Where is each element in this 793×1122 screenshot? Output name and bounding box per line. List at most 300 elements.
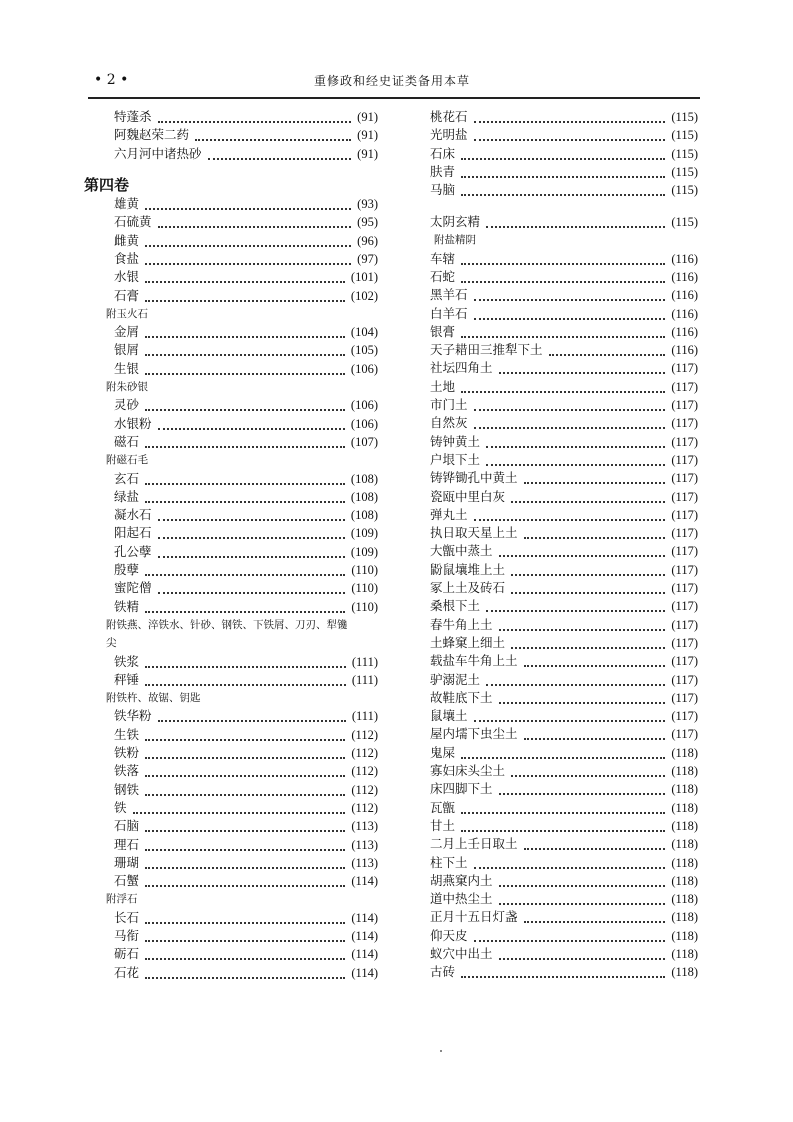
toc-entry-title: 仰天皮 [430, 927, 468, 943]
toc-entry [84, 195, 378, 213]
toc-entry-title: 桃花石 [430, 109, 468, 124]
toc-entry-page: (117) [671, 617, 698, 632]
toc-appendix-note: 附浮石 [106, 893, 138, 906]
dot-leader [145, 912, 345, 924]
toc-entry [84, 854, 378, 872]
toc-entry-title: 阿魏赵荣二药 [114, 127, 190, 143]
toc-entry [84, 726, 378, 744]
dot-leader [461, 326, 665, 338]
toc-entry [418, 305, 698, 323]
toc-entry-page: (108) [350, 508, 378, 523]
toc-entry [84, 268, 378, 286]
toc-entry [418, 250, 698, 268]
toc-entry-page: (111) [351, 654, 378, 669]
toc-entry-page: (91) [357, 110, 378, 124]
toc-entry-page: (118) [671, 910, 698, 925]
toc-entry-title: 土地 [430, 378, 456, 394]
dot-leader [461, 166, 665, 178]
dot-leader [158, 509, 345, 521]
dot-leader [486, 454, 665, 466]
toc-entry-title: 铁精 [114, 598, 140, 614]
toc-entry-page: (117) [671, 416, 698, 431]
dot-leader [461, 747, 665, 759]
toc-entry-title: 铁粉 [114, 745, 140, 760]
dot-leader [524, 472, 666, 484]
toc-entry-page: (118) [671, 873, 698, 888]
toc-entry-page: (108) [350, 489, 378, 504]
toc-entry [418, 634, 698, 652]
toc-entry [418, 323, 698, 341]
dot-leader [208, 148, 352, 160]
dot-leader [145, 839, 345, 851]
dot-leader [133, 802, 346, 814]
running-title: 重修政和经史证类备用本草 [314, 74, 471, 88]
toc-entry-title: 道中热尘土 [430, 891, 493, 907]
toc-entry [418, 817, 698, 835]
dot-leader [145, 363, 345, 375]
dot-leader [158, 527, 345, 539]
toc-entry-title: 理石 [114, 836, 140, 852]
toc-entry-page: (117) [671, 507, 698, 522]
toc-entry-title: 二月上壬日取土 [430, 836, 518, 852]
toc-entry-page: (110) [351, 581, 378, 596]
toc-entry-title: 长石 [114, 909, 140, 925]
toc-entry-page: (114) [351, 947, 378, 962]
toc-entry [418, 744, 698, 762]
toc-entry [418, 652, 698, 670]
toc-entry-page: (112) [351, 746, 378, 760]
toc-entry-title: 水银粉 [114, 415, 152, 431]
dot-leader [511, 765, 665, 777]
toc-entry-title: 金屑 [114, 324, 140, 340]
toc-entry [84, 762, 378, 780]
dot-leader [524, 655, 666, 667]
dot-leader [461, 184, 665, 196]
toc-entry-page: (108) [350, 471, 378, 486]
toc-entry-page: (104) [350, 325, 378, 340]
toc-entry [418, 524, 698, 542]
toc-entry [418, 163, 698, 181]
dot-leader [474, 289, 666, 301]
dot-leader [499, 545, 666, 557]
toc-entry-title: 蚁穴中出土 [430, 946, 493, 961]
toc-entry-title: 冢上土及砖石 [430, 580, 506, 595]
dot-leader [511, 637, 665, 649]
toc-entry [84, 126, 378, 144]
dot-leader [145, 290, 345, 302]
toc-entry [418, 181, 698, 199]
toc-entry-page: (115) [671, 146, 698, 161]
toc-entry-page: (93) [357, 197, 378, 211]
dot-leader [474, 930, 666, 942]
toc-entry-page: (109) [350, 526, 378, 541]
dot-leader [499, 783, 666, 795]
toc-entry-title: 白羊石 [430, 305, 468, 321]
toc-entry-title: 铁浆 [114, 653, 140, 669]
dot-leader [145, 473, 345, 485]
toc-entry-page: (117) [671, 727, 698, 742]
toc-entry [418, 671, 698, 689]
toc-entry-title: 光明盐 [430, 127, 468, 143]
toc-entry [84, 287, 378, 305]
toc-entry-page: (114) [351, 874, 378, 889]
dot-leader [461, 381, 665, 393]
dot-leader [145, 564, 345, 576]
volume-heading: 第四卷 [84, 176, 130, 194]
toc-entry-title: 瓷瓯中里白灰 [430, 488, 506, 504]
dot-leader [474, 509, 666, 521]
toc-entry [418, 433, 698, 451]
toc-entry-title: 黑羊石 [430, 287, 468, 303]
toc-entry [84, 232, 378, 250]
toc-entry [418, 126, 698, 144]
toc-entry [418, 286, 698, 304]
toc-appendix-note: 附玉火石 [106, 307, 148, 320]
dot-leader [461, 148, 665, 160]
toc-entry [418, 780, 698, 798]
dot-leader [499, 875, 666, 887]
toc-entry-title: 砺石 [114, 946, 140, 962]
dot-leader [499, 619, 666, 631]
toc-entry-title: 阳起石 [114, 525, 152, 541]
toc-entry [84, 927, 378, 945]
toc-entry [84, 945, 378, 963]
toc-entry-page: (118) [671, 892, 698, 907]
toc-entry-page: (117) [671, 544, 698, 559]
dot-leader [158, 418, 345, 430]
dot-leader [145, 235, 351, 247]
dot-leader [511, 582, 665, 594]
toc-entry [84, 543, 378, 561]
toc-entry [418, 835, 698, 853]
toc-entry-title: 执日取天星上土 [430, 525, 518, 541]
dot-leader [145, 436, 345, 448]
toc-entry-page: (115) [671, 164, 698, 179]
toc-entry-title: 生银 [114, 360, 140, 376]
dot-leader [486, 600, 665, 612]
toc-entry [418, 872, 698, 890]
toc-entry-page: (118) [671, 818, 698, 833]
dot-leader [461, 271, 665, 283]
toc-entry-title: 铸铧锄孔中黄土 [430, 470, 518, 486]
toc-entry [418, 762, 698, 780]
toc-entry-page: (114) [351, 965, 378, 980]
toc-appendix-note: 附磁石毛 [106, 454, 148, 467]
toc-entry [418, 506, 698, 524]
toc-entry-page: (117) [671, 489, 698, 504]
toc-entry [84, 250, 378, 268]
toc-entry-page: (113) [351, 837, 378, 852]
toc-entry-page: (117) [671, 562, 698, 577]
toc-entry [84, 213, 378, 231]
toc-entry [418, 890, 698, 908]
toc-entry-page: (117) [671, 599, 698, 614]
toc-entry-title: 鼢鼠壤堆上土 [430, 561, 506, 577]
toc-entry-title: 绿盐 [114, 488, 140, 504]
toc-entry [84, 470, 378, 488]
toc-entry [418, 488, 698, 506]
toc-entry-page: (116) [671, 251, 698, 266]
dot-leader [158, 546, 345, 558]
toc-entry [84, 360, 378, 378]
toc-entry-title: 车辖 [430, 250, 456, 266]
dot-leader [145, 271, 345, 283]
dot-leader [474, 111, 666, 123]
toc-entry-title: 鼠壤土 [430, 708, 468, 724]
toc-entry-title: 石花 [114, 964, 140, 980]
toc-entry [418, 341, 698, 359]
dot-leader [486, 216, 665, 228]
toc-entry [84, 909, 378, 927]
toc-entry [418, 579, 698, 597]
toc-entry-title: 石床 [430, 145, 456, 161]
dot-leader [145, 344, 345, 356]
toc-entry [418, 542, 698, 560]
toc-entry [418, 469, 698, 487]
toc-entry-page: (116) [671, 306, 698, 321]
toc-entry-page: (113) [351, 819, 378, 834]
toc-entry [418, 707, 698, 725]
toc-entry-title: 食盐 [114, 250, 140, 266]
toc-entry-title: 雄黄 [114, 196, 140, 211]
toc-entry [418, 725, 698, 743]
dot-leader [524, 838, 666, 850]
dot-leader [549, 344, 666, 356]
toc-appendix-note: 附铁燕、淬铁水、针砂、钢铁、下铁屑、刀刃、犁镵 [106, 618, 348, 631]
toc-entry-page: (118) [671, 764, 698, 778]
toc-entry-title: 肤青 [430, 163, 456, 179]
toc-entry-title: 故鞋底下土 [430, 689, 493, 705]
toc-entry-page: (118) [671, 928, 698, 943]
toc-entry [84, 836, 378, 854]
dot-leader [145, 930, 345, 942]
header-rule [88, 97, 700, 99]
toc-entry [418, 268, 698, 286]
toc-entry-page: (95) [357, 215, 378, 230]
toc-entry [84, 561, 378, 579]
toc-entry-title: 胡燕窠内土 [430, 872, 493, 888]
toc-entry-title: 桑根下土 [430, 598, 481, 614]
dot-leader [158, 582, 346, 594]
toc-entry-title: 石硫黄 [114, 214, 152, 230]
toc-entry-title: 弹丸土 [430, 506, 468, 522]
toc-entry-page: (118) [671, 837, 698, 852]
dot-leader [461, 966, 665, 978]
toc-entry-page: (102) [350, 288, 378, 303]
toc-entry [418, 359, 698, 377]
toc-entry [418, 414, 698, 432]
toc-entry-page: (106) [350, 361, 378, 376]
toc-entry-page: (116) [671, 324, 698, 339]
dot-leader [158, 111, 352, 123]
toc-entry-title: 马衔 [114, 928, 140, 943]
toc-entry-title: 特蓬杀 [114, 109, 152, 124]
toc-entry-title: 土蜂窠上细土 [430, 634, 506, 650]
toc-entry-page: (115) [671, 215, 698, 229]
toc-entry-page: (117) [671, 452, 698, 467]
dot-leader [145, 491, 345, 503]
toc-entry-page: (96) [357, 233, 378, 248]
toc-entry-title: 载盐车牛角上土 [430, 653, 518, 669]
toc-entry-title: 鬼屎 [430, 744, 456, 760]
toc-entry-title: 殷孽 [114, 562, 140, 577]
toc-entry [418, 908, 698, 926]
dot-leader [474, 857, 666, 869]
toc-entry-title: 石蟹 [114, 873, 140, 889]
toc-entry [418, 963, 698, 981]
toc-entry-title: 屋内壖下虫尘土 [430, 726, 518, 742]
toc-entry-page: (117) [671, 635, 698, 650]
dot-leader [499, 692, 666, 704]
dot-leader [461, 820, 665, 832]
toc-entry-page: (117) [671, 690, 698, 705]
toc-entry [418, 145, 698, 163]
dot-leader [486, 436, 665, 448]
dot-leader [474, 417, 666, 429]
toc-entry-title: 石蛇 [430, 268, 456, 284]
toc-entry-title: 市门土 [430, 397, 468, 412]
dot-leader [461, 802, 665, 814]
toc-entry-page: (118) [671, 947, 698, 961]
toc-entry [84, 341, 378, 359]
toc-entry-page: (112) [351, 782, 378, 797]
toc-entry-title: 春牛角上土 [430, 616, 493, 632]
toc-entry-title: 马脑 [430, 182, 456, 198]
toc-entry [418, 451, 698, 469]
toc-entry-title: 铁 [114, 799, 127, 815]
toc-entry-title: 驴溺泥土 [430, 671, 481, 687]
dot-leader [145, 875, 345, 887]
toc-entry-title: 大甑中蒸土 [430, 543, 493, 559]
toc-entry-page: (91) [357, 146, 378, 161]
toc-entry-page: (118) [671, 782, 698, 797]
toc-entry [84, 744, 378, 762]
toc-entry [418, 561, 698, 579]
toc-entry-page: (117) [671, 398, 698, 412]
toc-entry-page: (113) [351, 855, 378, 870]
toc-entry-page: (118) [671, 965, 698, 980]
toc-entry-page: (105) [350, 343, 378, 358]
toc-entry-title: 银屑 [114, 342, 140, 358]
toc-entry-page: (117) [671, 581, 698, 595]
toc-entry-title: 自然灰 [430, 415, 468, 431]
toc-entry-title: 秤锤 [114, 671, 140, 687]
toc-entry-page: (116) [671, 269, 698, 284]
dot-leader [145, 967, 345, 979]
toc-entry-page: (117) [671, 434, 698, 449]
toc-entry-page: (97) [357, 251, 378, 266]
toc-entry-title: 石膏 [114, 287, 140, 303]
dot-leader [474, 710, 666, 722]
toc-entry-page: (111) [351, 709, 378, 724]
toc-entry-title: 玄石 [114, 470, 140, 486]
toc-entry-title: 凝水石 [114, 507, 152, 523]
toc-entry-page: (116) [671, 288, 698, 303]
toc-entry [84, 579, 378, 597]
toc-entry [84, 415, 378, 433]
dot-leader [145, 326, 345, 338]
dot-leader [499, 948, 666, 960]
toc-entry [84, 433, 378, 451]
toc-entry-page: (115) [671, 110, 698, 124]
dot-leader [158, 710, 346, 722]
toc-entry [418, 108, 698, 126]
toc-entry-title: 磁石 [114, 433, 140, 449]
toc-entry-page: (117) [671, 709, 698, 724]
toc-entry-page: (116) [671, 343, 698, 358]
dot-leader [145, 784, 345, 796]
toc-entry-title: 瓦甑 [430, 799, 456, 815]
toc-entry-title: 水银 [114, 269, 140, 285]
toc-entry-title: 六月河中诸热砂 [114, 145, 202, 161]
toc-entry-title: 孔公孽 [114, 543, 152, 559]
dot-leader [486, 674, 665, 686]
toc-entry-page: (107) [350, 434, 378, 449]
toc-entry-page: (112) [351, 800, 378, 815]
toc-entry [84, 145, 378, 163]
dot-leader [145, 765, 345, 777]
toc-entry [418, 927, 698, 945]
toc-entry [84, 817, 378, 835]
page-number: • 2 • [94, 72, 129, 88]
toc-entry [84, 707, 378, 725]
dot-leader [461, 253, 665, 265]
toc-entry-page: (117) [671, 672, 698, 687]
dot-leader [158, 216, 352, 228]
toc-entry-title: 铸钟黄土 [430, 433, 481, 449]
toc-entry [84, 488, 378, 506]
dot-leader [145, 820, 345, 832]
toc-entry-page: (114) [351, 910, 378, 925]
toc-entry-title: 铁落 [114, 763, 140, 779]
toc-entry-title: 太阴玄精 [430, 214, 481, 229]
toc-entry-page: (117) [671, 471, 698, 486]
dot-leader [195, 129, 351, 141]
dot-leader [524, 911, 666, 923]
toc-entry [418, 396, 698, 414]
toc-entry-page: (117) [671, 379, 698, 394]
toc-entry-title: 社坛四角土 [430, 360, 493, 376]
toc-entry-title: 石脑 [114, 818, 140, 834]
toc-entry [84, 781, 378, 799]
dot-leader [499, 362, 666, 374]
toc-entry-title: 正月十五日灯盏 [430, 909, 518, 925]
toc-entry-page: (91) [357, 128, 378, 143]
dot-leader [511, 564, 665, 576]
toc-appendix-note: 附盐精阴 [434, 234, 476, 247]
toc-entry [418, 799, 698, 817]
toc-appendix-note: 附铁杵、故锯、钥匙 [106, 692, 201, 705]
toc-entry-page: (114) [351, 929, 378, 943]
toc-entry-title: 银膏 [430, 323, 456, 339]
toc-entry [418, 616, 698, 634]
toc-entry-page: (106) [350, 416, 378, 431]
toc-entry [84, 524, 378, 542]
dot-leader [145, 253, 351, 265]
toc-entry [84, 506, 378, 524]
toc-entry-page: (109) [350, 544, 378, 559]
toc-entry [84, 598, 378, 616]
toc-entry-page: (110) [351, 599, 378, 614]
toc-entry-page: (112) [351, 727, 378, 742]
toc-entry-page: (111) [351, 672, 378, 687]
toc-appendix-note: 附朱砂银 [106, 381, 148, 393]
toc-entry-title: 铁华粉 [114, 708, 152, 724]
toc-entry [418, 378, 698, 396]
toc-entry [84, 396, 378, 414]
dot-leader [145, 198, 351, 210]
toc-entry-page: (117) [671, 361, 698, 376]
